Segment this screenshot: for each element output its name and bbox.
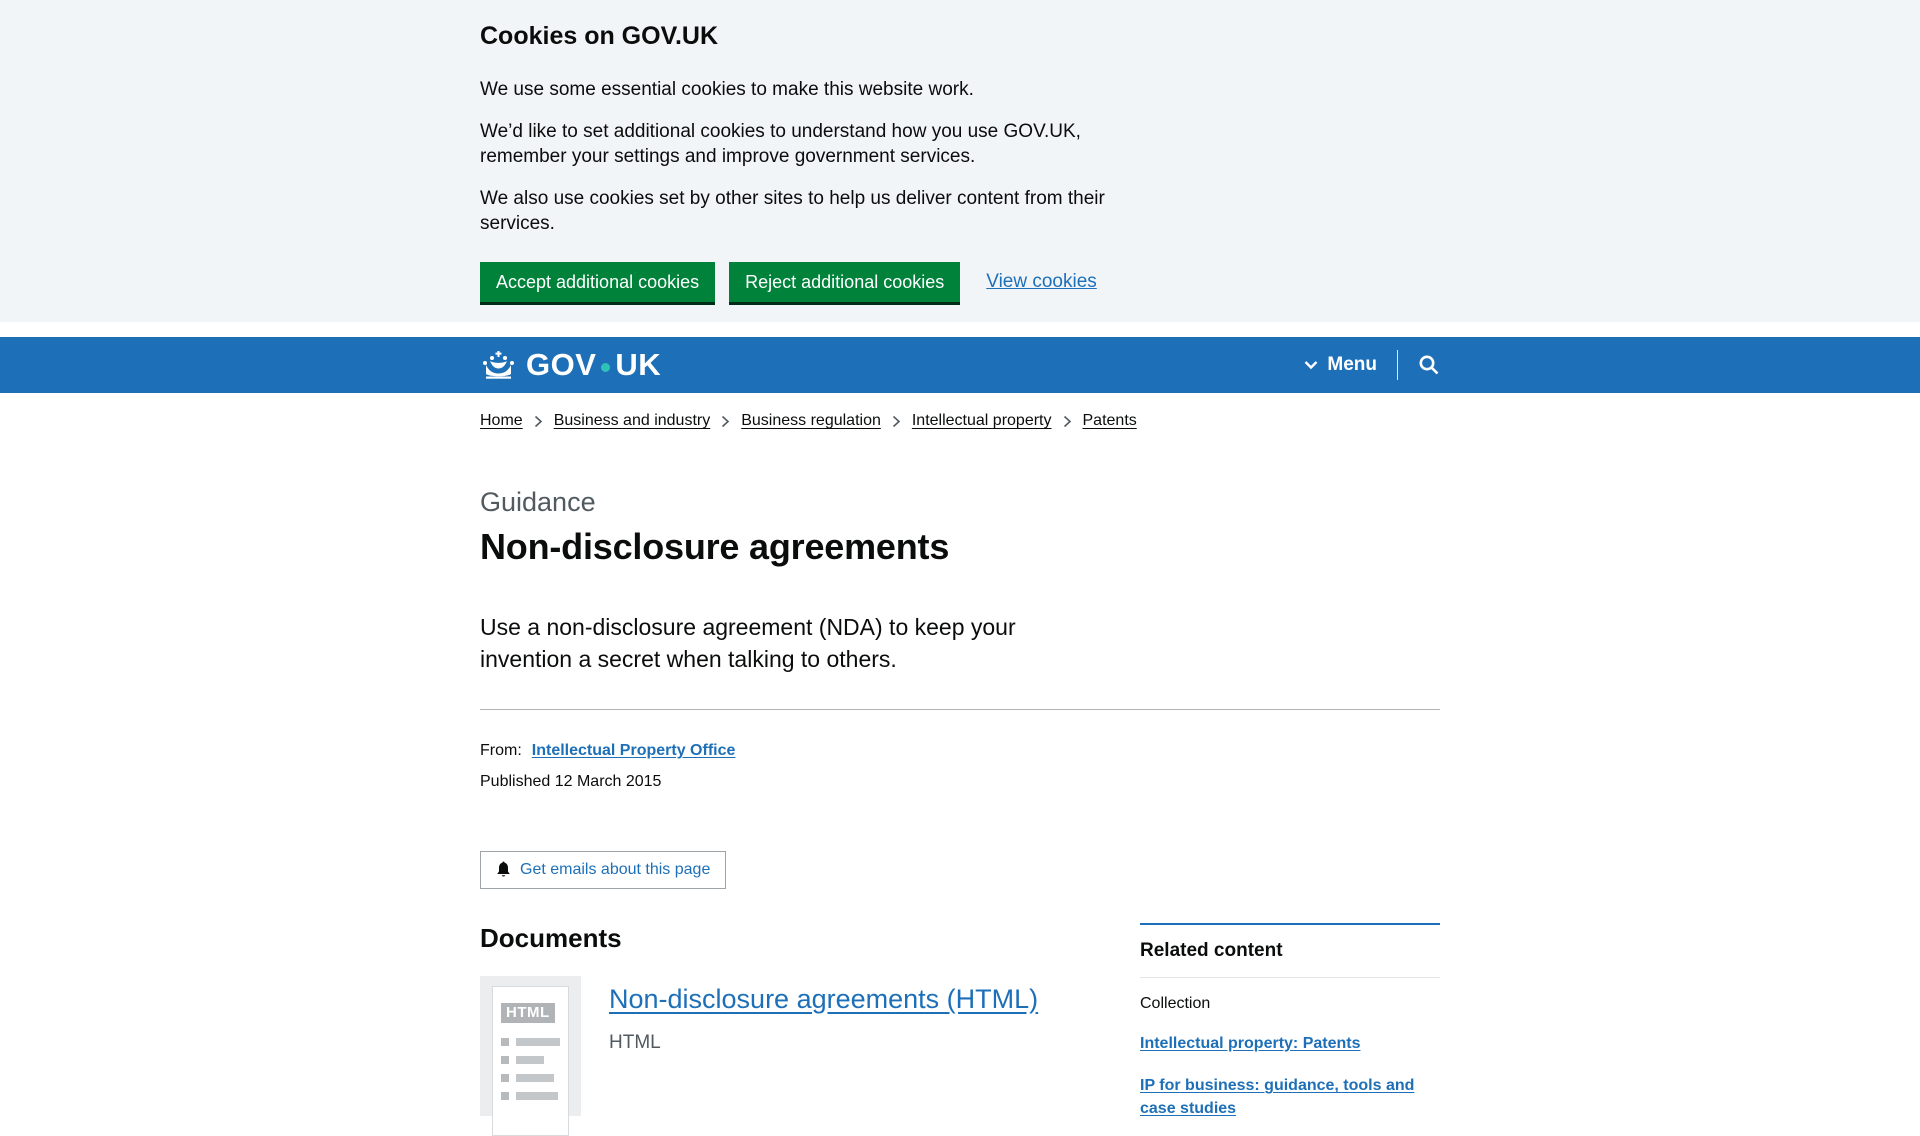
related-divider (1140, 977, 1440, 978)
cookie-banner-paragraph: We’d like to set additional cookies to understand how you use GOV.UK, remember your settings and improve government services. (480, 121, 1081, 168)
breadcrumb-separator-icon (1063, 415, 1072, 428)
breadcrumb-intellectual-property[interactable]: Intellectual property (911, 412, 1052, 430)
bell-icon (496, 861, 520, 878)
search-button[interactable] (1418, 354, 1440, 376)
logo-dot (601, 363, 610, 372)
document-format: HTML (609, 1031, 661, 1053)
accept-cookies-button[interactable]: Accept additional cookies (480, 262, 715, 302)
menu-label: Menu (1327, 354, 1377, 376)
document-title-link[interactable]: Non-disclosure agreements (HTML) (609, 983, 1039, 1014)
document-thumbnail[interactable] (480, 976, 581, 1116)
site-header (0, 337, 1920, 393)
breadcrumb-separator-icon (534, 415, 543, 428)
documents-section (480, 923, 1140, 1116)
view-cookies-link[interactable]: View cookies (986, 271, 1097, 293)
document-item (480, 976, 1100, 1116)
cookie-banner-paragraph: We use some essential cookies to make this website work. (480, 79, 974, 100)
cookie-banner (0, 0, 1920, 322)
documents-heading: Documents (480, 922, 622, 953)
header-divider (1397, 350, 1398, 380)
search-icon (1418, 354, 1440, 376)
related-link-intellectual-property-patents[interactable]: Intellectual property: Patents (1140, 1034, 1361, 1052)
breadcrumb (480, 393, 1440, 430)
collection-label: Collection (1140, 994, 1211, 1012)
related-link-ip-for-business[interactable]: IP for business: guidance, tools and case studies (1140, 1077, 1415, 1118)
logo-text-uk: UK (615, 347, 662, 383)
breadcrumb-business-and-industry[interactable]: Business and industry (553, 412, 711, 430)
section-divider (480, 709, 1440, 710)
menu-button[interactable] (1304, 354, 1377, 376)
crown-icon (480, 350, 517, 380)
govuk-logo[interactable] (480, 347, 661, 383)
cookie-banner-title: Cookies on GOV.UK (480, 22, 719, 50)
related-content-heading: Related content (1140, 939, 1283, 961)
breadcrumb-business-regulation[interactable]: Business regulation (741, 412, 881, 430)
published-date: Published 12 March 2015 (480, 772, 662, 790)
breadcrumb-separator-icon (892, 415, 901, 428)
from-organisation-link[interactable]: Intellectual Property Office (531, 741, 736, 759)
related-content-sidebar (1140, 923, 1440, 1121)
html-document-graphic (492, 986, 569, 1136)
cookie-banner-paragraph: We also use cookies set by other sites to help us deliver content from their services. (480, 188, 1105, 235)
page-title: Non-disclosure agreements (480, 526, 950, 568)
breadcrumb-home[interactable]: Home (480, 412, 523, 430)
get-emails-label: Get emails about this page (520, 860, 711, 878)
page-caption: Guidance (480, 487, 596, 518)
lead-paragraph: Use a non-disclosure agreement (NDA) to keep your invention a secret when talking to others. (480, 614, 1016, 672)
main-content (480, 487, 1440, 1120)
chevron-down-icon (1304, 360, 1327, 370)
logo-text-gov: GOV (526, 347, 597, 383)
html-badge: HTML (501, 1003, 555, 1023)
breadcrumb-separator-icon (721, 415, 730, 428)
breadcrumb-patents[interactable]: Patents (1082, 412, 1137, 430)
get-emails-button[interactable] (480, 851, 726, 889)
from-label: From: (480, 741, 522, 759)
reject-cookies-button[interactable]: Reject additional cookies (729, 262, 960, 302)
